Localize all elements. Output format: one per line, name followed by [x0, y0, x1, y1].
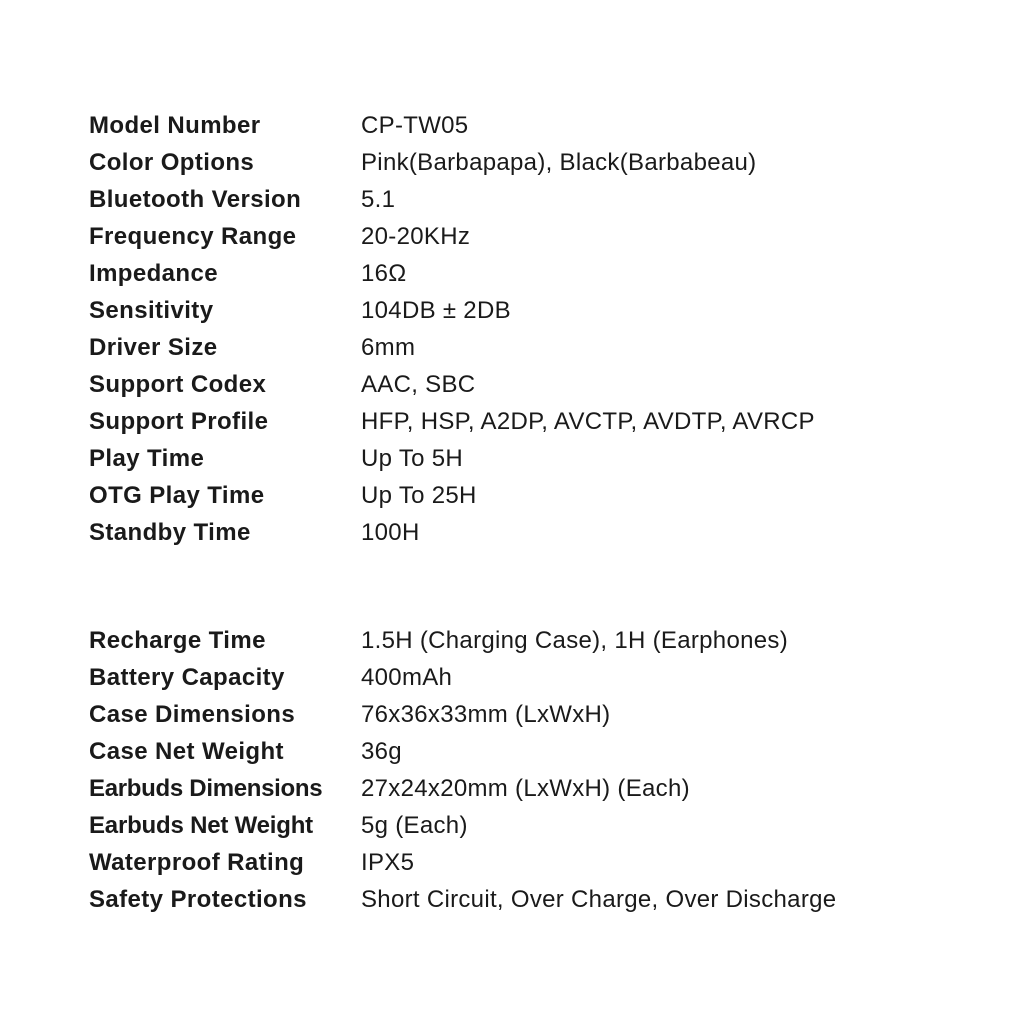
spec-value: AAC, SBC: [361, 370, 476, 398]
spec-label: Case Dimensions: [89, 700, 296, 728]
spec-row-earbuds-net-weight: [89, 807, 969, 844]
spec-value: 5.1: [361, 185, 396, 213]
spec-label: Recharge Time: [89, 626, 266, 654]
spec-label: OTG Play Time: [89, 481, 265, 509]
spec-row-impedance: [89, 255, 969, 292]
spec-value: 100H: [361, 518, 420, 546]
spec-label: Support Profile: [89, 407, 269, 435]
spec-value: 36g: [361, 737, 402, 765]
spec-row-safety-protections: [89, 881, 969, 918]
spec-row-frequency-range: [89, 218, 969, 255]
spec-table-secondary: [89, 622, 969, 918]
spec-row-support-codex: [89, 366, 969, 403]
spec-label: Support Codex: [89, 370, 267, 398]
spec-label: Safety Protections: [89, 885, 307, 913]
spec-value: 1.5H (Charging Case), 1H (Earphones): [361, 626, 788, 654]
spec-label: Model Number: [89, 111, 261, 139]
spec-value: 400mAh: [361, 663, 453, 691]
spec-value: CP-TW05: [361, 111, 469, 139]
spec-value: 20-20KHz: [361, 222, 471, 250]
spec-value: 6mm: [361, 333, 416, 361]
spec-label: Bluetooth Version: [89, 185, 302, 213]
spec-label: Standby Time: [89, 518, 251, 546]
spec-row-play-time: [89, 440, 969, 477]
spec-label: Battery Capacity: [89, 663, 285, 691]
spec-row-battery-capacity: [89, 659, 969, 696]
spec-value: 104DB ± 2DB: [361, 296, 511, 324]
spec-value: Short Circuit, Over Charge, Over Discharge: [361, 885, 837, 913]
spec-value: Pink(Barbapapa), Black(Barbabeau): [361, 148, 757, 176]
spec-value: HFP, HSP, A2DP, AVCTP, AVDTP, AVRCP: [361, 407, 815, 435]
spec-row-case-net-weight: [89, 733, 969, 770]
spec-label: Impedance: [89, 259, 218, 287]
spec-row-color-options: [89, 144, 969, 181]
spec-value: 76x36x33mm (LxWxH): [361, 700, 611, 728]
spec-label: Frequency Range: [89, 222, 297, 250]
spec-label: Case Net Weight: [89, 737, 284, 765]
spec-value: 5g (Each): [361, 811, 468, 839]
spec-label: Driver Size: [89, 333, 218, 361]
spec-value: 16Ω: [361, 259, 407, 287]
spec-value: Up To 25H: [361, 481, 477, 509]
spec-row-waterproof-rating: [89, 844, 969, 881]
spec-label: Earbuds Dimensions: [89, 774, 323, 802]
spec-label: Play Time: [89, 444, 205, 472]
spec-table-primary: [89, 107, 969, 551]
spec-label: Earbuds Net Weight: [89, 811, 313, 839]
spec-value: IPX5: [361, 848, 415, 876]
spec-row-sensitivity: [89, 292, 969, 329]
spec-row-case-dimensions: [89, 696, 969, 733]
spec-row-model-number: [89, 107, 969, 144]
spec-row-earbuds-dimensions: [89, 770, 969, 807]
spec-row-support-profile: [89, 403, 969, 440]
spec-row-standby-time: [89, 514, 969, 551]
spec-row-recharge-time: [89, 622, 969, 659]
spec-row-otg-play-time: [89, 477, 969, 514]
spec-value: Up To 5H: [361, 444, 464, 472]
spec-value: 27x24x20mm (LxWxH) (Each): [361, 774, 690, 802]
spec-label: Color Options: [89, 148, 255, 176]
spec-label: Waterproof Rating: [89, 848, 305, 876]
spec-row-bluetooth-version: [89, 181, 969, 218]
spec-label: Sensitivity: [89, 296, 214, 324]
spec-row-driver-size: [89, 329, 969, 366]
